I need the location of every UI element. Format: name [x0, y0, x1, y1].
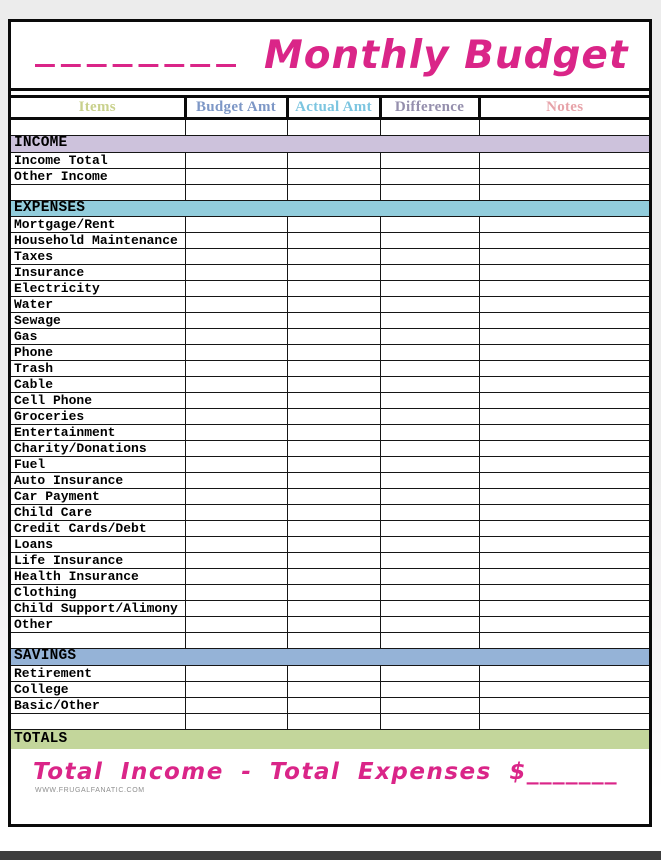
table-row [11, 473, 649, 489]
difference-cell [380, 217, 479, 233]
column-header-difference: Difference [380, 97, 479, 119]
notes-cell [479, 329, 649, 345]
difference-cell [380, 441, 479, 457]
difference-cell [380, 297, 479, 313]
item-label [11, 633, 185, 649]
table-row [11, 505, 649, 521]
actual-cell [287, 217, 380, 233]
page-title: Monthly Budget [263, 32, 629, 78]
table-row [11, 553, 649, 569]
section-row [11, 136, 649, 153]
item-label: Sewage [11, 313, 185, 329]
notes-cell [479, 119, 649, 136]
budget-cell [185, 249, 287, 265]
actual-cell [287, 377, 380, 393]
budget-cell [185, 313, 287, 329]
budget-cell [185, 345, 287, 361]
table-row [11, 393, 649, 409]
item-label: College [11, 681, 185, 697]
actual-cell [287, 681, 380, 697]
actual-cell [287, 505, 380, 521]
difference-cell [380, 152, 479, 168]
actual-cell [287, 537, 380, 553]
budget-cell [185, 265, 287, 281]
actual-cell [287, 713, 380, 729]
budget-cell [185, 361, 287, 377]
item-label: Cell Phone [11, 393, 185, 409]
budget-cell [185, 665, 287, 681]
table-row [11, 377, 649, 393]
notes-cell [479, 361, 649, 377]
spacer-row [11, 184, 649, 200]
actual-cell [287, 184, 380, 200]
table-row [11, 265, 649, 281]
table-row [11, 441, 649, 457]
table-row [11, 281, 649, 297]
item-label: Taxes [11, 249, 185, 265]
table-row [11, 249, 649, 265]
notes-cell [479, 233, 649, 249]
notes-cell [479, 457, 649, 473]
difference-cell [380, 281, 479, 297]
item-label: Health Insurance [11, 569, 185, 585]
actual-cell [287, 665, 380, 681]
actual-cell [287, 393, 380, 409]
section-banner-savings: SAVINGS [11, 649, 649, 666]
difference-cell [380, 665, 479, 681]
difference-cell [380, 473, 479, 489]
difference-cell [380, 633, 479, 649]
budget-cell [185, 152, 287, 168]
notes-cell [479, 265, 649, 281]
notes-cell [479, 184, 649, 200]
item-label: Household Maintenance [11, 233, 185, 249]
table-row [11, 681, 649, 697]
item-label: Car Payment [11, 489, 185, 505]
item-label: Charity/Donations [11, 441, 185, 457]
actual-cell [287, 633, 380, 649]
budget-cell [185, 329, 287, 345]
item-label: Gas [11, 329, 185, 345]
notes-cell [479, 217, 649, 233]
column-header-budget-amt: Budget Amt [185, 97, 287, 119]
bottom-bar [0, 851, 661, 860]
notes-cell [479, 553, 649, 569]
budget-cell [185, 617, 287, 633]
difference-cell [380, 249, 479, 265]
notes-cell [479, 152, 649, 168]
difference-cell [380, 553, 479, 569]
actual-cell [287, 617, 380, 633]
actual-cell [287, 521, 380, 537]
budget-cell [185, 489, 287, 505]
notes-cell [479, 345, 649, 361]
notes-cell [479, 505, 649, 521]
item-label: Child Care [11, 505, 185, 521]
difference-cell [380, 393, 479, 409]
budget-table [11, 95, 649, 749]
spacer-row [11, 119, 649, 136]
budget-cell [185, 184, 287, 200]
budget-cell [185, 681, 287, 697]
notes-cell [479, 713, 649, 729]
notes-cell [479, 441, 649, 457]
item-label: Loans [11, 537, 185, 553]
item-label: Groceries [11, 409, 185, 425]
column-header-actual-amt: Actual Amt [287, 97, 380, 119]
budget-cell [185, 457, 287, 473]
notes-cell [479, 473, 649, 489]
table-row [11, 409, 649, 425]
budget-cell [185, 569, 287, 585]
notes-cell [479, 521, 649, 537]
actual-cell [287, 329, 380, 345]
item-label: Other [11, 617, 185, 633]
actual-cell [287, 585, 380, 601]
watermark: WWW.FRUGALFANATIC.COM [35, 786, 145, 794]
budget-cell [185, 697, 287, 713]
actual-cell [287, 361, 380, 377]
actual-cell [287, 345, 380, 361]
item-label: Auto Insurance [11, 473, 185, 489]
table-row [11, 457, 649, 473]
table-row [11, 361, 649, 377]
actual-cell [287, 473, 380, 489]
item-label: Clothing [11, 585, 185, 601]
item-label: Insurance [11, 265, 185, 281]
actual-cell [287, 697, 380, 713]
totals-formula: Total Income - Total Expenses $_______ [33, 758, 618, 785]
notes-cell [479, 601, 649, 617]
table-row [11, 585, 649, 601]
budget-cell [185, 409, 287, 425]
actual-cell [287, 601, 380, 617]
actual-cell [287, 281, 380, 297]
actual-cell [287, 313, 380, 329]
table-row [11, 425, 649, 441]
actual-cell [287, 489, 380, 505]
budget-cell [185, 601, 287, 617]
difference-cell [380, 681, 479, 697]
difference-cell [380, 345, 479, 361]
item-label [11, 184, 185, 200]
item-label: Mortgage/Rent [11, 217, 185, 233]
month-name-blank: ________ [35, 27, 242, 67]
notes-cell [479, 681, 649, 697]
table-row [11, 665, 649, 681]
spacer-row [11, 713, 649, 729]
actual-cell [287, 168, 380, 184]
column-header-notes: Notes [479, 97, 649, 119]
difference-cell [380, 697, 479, 713]
budget-cell [185, 633, 287, 649]
budget-cell [185, 168, 287, 184]
actual-cell [287, 119, 380, 136]
difference-cell [380, 377, 479, 393]
table-row [11, 152, 649, 168]
budget-cell [185, 377, 287, 393]
difference-cell [380, 713, 479, 729]
section-row [11, 729, 649, 749]
difference-cell [380, 601, 479, 617]
difference-cell [380, 265, 479, 281]
difference-cell [380, 457, 479, 473]
notes-cell [479, 617, 649, 633]
item-label: Electricity [11, 281, 185, 297]
difference-cell [380, 329, 479, 345]
table-row [11, 168, 649, 184]
difference-cell [380, 119, 479, 136]
difference-cell [380, 489, 479, 505]
table-row [11, 601, 649, 617]
difference-cell [380, 537, 479, 553]
difference-cell [380, 168, 479, 184]
budget-cell [185, 505, 287, 521]
difference-cell [380, 425, 479, 441]
table-row [11, 569, 649, 585]
difference-cell [380, 585, 479, 601]
table-row [11, 489, 649, 505]
table-row [11, 697, 649, 713]
table-row [11, 313, 649, 329]
difference-cell [380, 233, 479, 249]
item-label: Other Income [11, 168, 185, 184]
notes-cell [479, 633, 649, 649]
notes-cell [479, 665, 649, 681]
totals-footer [11, 749, 649, 794]
section-row [11, 200, 649, 217]
item-label: Child Support/Alimony [11, 601, 185, 617]
difference-cell [380, 521, 479, 537]
table-row [11, 329, 649, 345]
section-banner-income: INCOME [11, 136, 649, 153]
item-label [11, 119, 185, 136]
notes-cell [479, 377, 649, 393]
notes-cell [479, 281, 649, 297]
notes-cell [479, 409, 649, 425]
actual-cell [287, 249, 380, 265]
actual-cell [287, 441, 380, 457]
difference-cell [380, 617, 479, 633]
budget-cell [185, 119, 287, 136]
notes-cell [479, 569, 649, 585]
budget-cell [185, 713, 287, 729]
item-label: Basic/Other [11, 697, 185, 713]
column-header-row [11, 97, 649, 119]
actual-cell [287, 425, 380, 441]
budget-cell [185, 233, 287, 249]
difference-cell [380, 505, 479, 521]
item-label: Trash [11, 361, 185, 377]
table-row [11, 345, 649, 361]
budget-cell [185, 521, 287, 537]
item-label: Life Insurance [11, 553, 185, 569]
item-label: Retirement [11, 665, 185, 681]
actual-cell [287, 152, 380, 168]
notes-cell [479, 585, 649, 601]
actual-cell [287, 297, 380, 313]
notes-cell [479, 425, 649, 441]
item-label: Cable [11, 377, 185, 393]
table-row [11, 537, 649, 553]
actual-cell [287, 409, 380, 425]
item-label [11, 713, 185, 729]
table-row [11, 217, 649, 233]
budget-cell [185, 441, 287, 457]
column-header-items: Items [11, 97, 185, 119]
notes-cell [479, 697, 649, 713]
budget-cell [185, 281, 287, 297]
sheet-title-box [11, 22, 649, 91]
budget-sheet [8, 19, 652, 827]
table-row [11, 617, 649, 633]
notes-cell [479, 537, 649, 553]
budget-cell [185, 217, 287, 233]
notes-cell [479, 489, 649, 505]
table-row [11, 521, 649, 537]
item-label: Fuel [11, 457, 185, 473]
budget-cell [185, 393, 287, 409]
item-label: Income Total [11, 152, 185, 168]
actual-cell [287, 553, 380, 569]
actual-cell [287, 569, 380, 585]
section-banner-totals: TOTALS [11, 729, 649, 749]
actual-cell [287, 265, 380, 281]
actual-cell [287, 457, 380, 473]
difference-cell [380, 409, 479, 425]
budget-cell [185, 473, 287, 489]
difference-cell [380, 184, 479, 200]
section-banner-expenses: EXPENSES [11, 200, 649, 217]
spacer-row [11, 633, 649, 649]
budget-cell [185, 425, 287, 441]
section-row [11, 649, 649, 666]
difference-cell [380, 569, 479, 585]
budget-cell [185, 553, 287, 569]
budget-cell [185, 537, 287, 553]
budget-cell [185, 297, 287, 313]
actual-cell [287, 233, 380, 249]
table-row [11, 297, 649, 313]
notes-cell [479, 249, 649, 265]
difference-cell [380, 361, 479, 377]
item-label: Credit Cards/Debt [11, 521, 185, 537]
notes-cell [479, 297, 649, 313]
budget-cell [185, 585, 287, 601]
notes-cell [479, 393, 649, 409]
table-row [11, 233, 649, 249]
difference-cell [380, 313, 479, 329]
item-label: Phone [11, 345, 185, 361]
item-label: Water [11, 297, 185, 313]
notes-cell [479, 168, 649, 184]
notes-cell [479, 313, 649, 329]
item-label: Entertainment [11, 425, 185, 441]
